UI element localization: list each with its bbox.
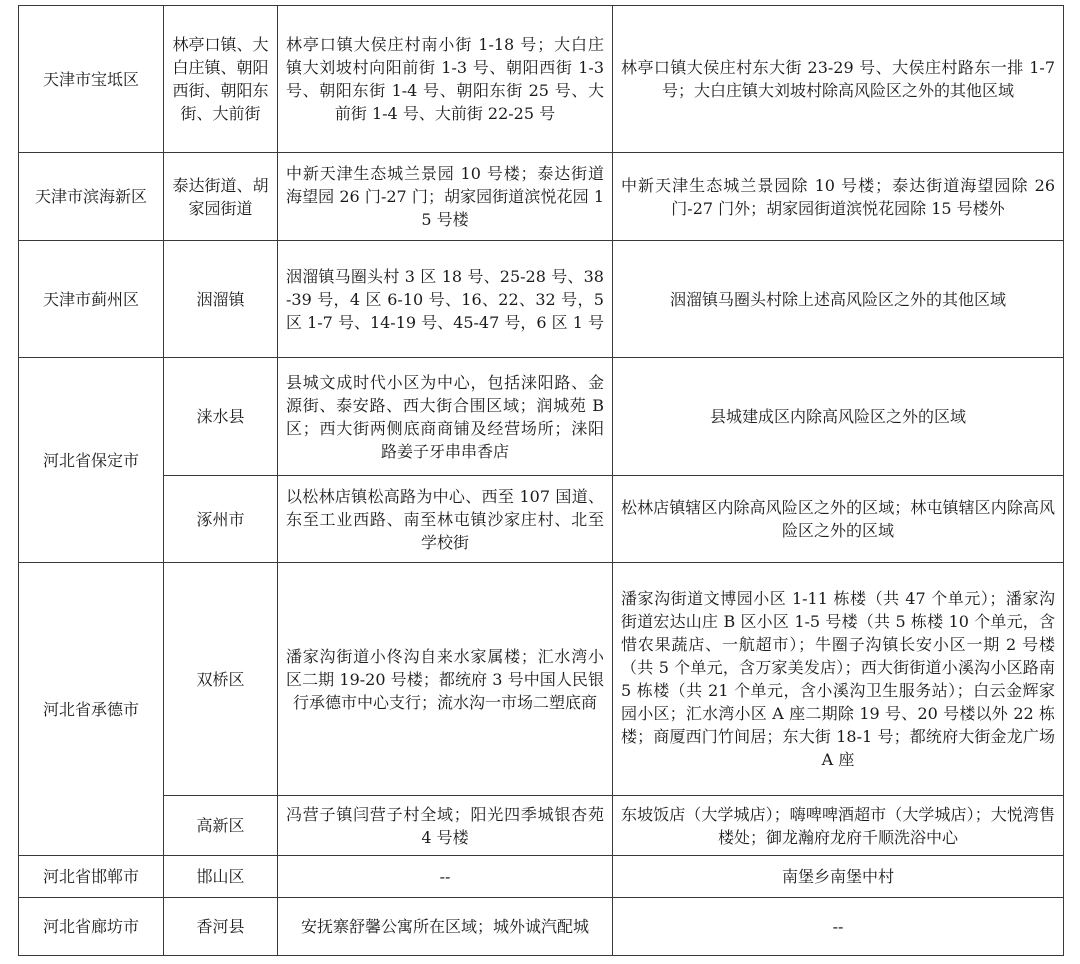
- table-row: [19, 6, 1064, 153]
- province-cell: 河北省保定市: [19, 358, 164, 563]
- table-row: [19, 358, 1064, 476]
- high-risk-cell: 林亭口镇大侯庄村南小街 1-18 号；大白庄镇大刘坡村向阳前街 1-3 号、朝阳西街 1-3 号、朝阳东街 1-4 号、朝阳东街 25 号、大前街 1-4 号、大前街 22-25 号: [278, 6, 613, 153]
- medium-risk-cell: 潘家沟街道文博园小区 1-11 栋楼（共 47 个单元）；潘家沟街道宏达山庄 B 区小区 1-5 号楼（共 5 栋楼 10 个单元，含惜农果蔬店、一航超市）；牛圈子沟镇长安小区一期 2 号楼（共 5 个单元，含万家美发店）；西大街街道小溪沟小区路南 5 栋楼（共 21 个单元，含小溪沟卫生服务站）；白云金辉家园小区；汇水湾小区 A 座二期除 19 号、20 号楼以外 22 栋楼；商厦西门竹间居；东大街 18-1 号；都统府大街金龙广场 A 座: [613, 563, 1064, 796]
- district-cell: 林亭口镇、大白庄镇、朝阳西街、朝阳东街、大前街: [164, 6, 278, 153]
- district-cell: 涿州市: [164, 476, 278, 563]
- medium-risk-cell: 南堡乡南堡中村: [613, 856, 1064, 898]
- high-risk-cell: 洇溜镇马圈头村 3 区 18 号、25-28 号、38-39 号，4 区 6-10 号、16、22、32 号，5 区 1-7 号、14-19 号、45-47 号，6 区 1 号: [278, 241, 613, 358]
- high-risk-cell: --: [278, 856, 613, 898]
- high-risk-cell: 潘家沟街道小佟沟自来水家属楼；汇水湾小区二期 19-20 号楼；都统府 3 号中国人民银行承德市中心支行；流水沟一市场二塑底商: [278, 563, 613, 796]
- district-cell: 香河县: [164, 898, 278, 956]
- table-row: [19, 796, 1064, 856]
- table-row: [19, 563, 1064, 796]
- high-risk-cell: 中新天津生态城兰景园 10 号楼；泰达街道海望园 26 门-27 门；胡家园街道滨悦花园 15 号楼: [278, 153, 613, 241]
- district-cell: 洇溜镇: [164, 241, 278, 358]
- medium-risk-cell: 林亭口镇大侯庄村东大街 23-29 号、大侯庄村路东一排 1-7 号；大白庄镇大刘坡村除高风险区之外的其他区域: [613, 6, 1064, 153]
- table-row: [19, 898, 1064, 956]
- medium-risk-cell: 洇溜镇马圈头村除上述高风险区之外的其他区域: [613, 241, 1064, 358]
- province-cell: 天津市蓟州区: [19, 241, 164, 358]
- table-row: [19, 856, 1064, 898]
- table-row: [19, 241, 1064, 358]
- medium-risk-cell: 县城建成区内除高风险区之外的区域: [613, 358, 1064, 476]
- district-cell: 涞水县: [164, 358, 278, 476]
- province-cell: 河北省廊坊市: [19, 898, 164, 956]
- province-cell: 河北省邯郸市: [19, 856, 164, 898]
- high-risk-cell: 以松林店镇松高路为中心、西至 107 国道、东至工业西路、南至林屯镇沙家庄村、北至学校街: [278, 476, 613, 563]
- risk-area-table: [18, 5, 1064, 956]
- high-risk-cell: 安抚寨舒馨公寓所在区域；城外诚汽配城: [278, 898, 613, 956]
- table-row: [19, 476, 1064, 563]
- province-cell: 天津市滨海新区: [19, 153, 164, 241]
- province-cell: 天津市宝坻区: [19, 6, 164, 153]
- medium-risk-cell: 中新天津生态城兰景园除 10 号楼；泰达街道海望园除 26 门-27 门外；胡家园街道滨悦花园除 15 号楼外: [613, 153, 1064, 241]
- district-cell: 双桥区: [164, 563, 278, 796]
- district-cell: 高新区: [164, 796, 278, 856]
- district-cell: 泰达街道、胡家园街道: [164, 153, 278, 241]
- medium-risk-cell: --: [613, 898, 1064, 956]
- high-risk-cell: 县城文成时代小区为中心，包括涞阳路、金源街、泰安路、西大街合围区域；润城苑 B 区；西大街两侧底商商铺及经营场所；涞阳路姜子牙串串香店: [278, 358, 613, 476]
- medium-risk-cell: 松林店镇辖区内除高风险区之外的区域；林屯镇辖区内除高风险区之外的区域: [613, 476, 1064, 563]
- medium-risk-cell: 东坡饭店（大学城店）；嗨啤啤酒超市（大学城店）；大悦湾售楼处；御龙瀚府龙府千顺洗浴中心: [613, 796, 1064, 856]
- table-row: [19, 153, 1064, 241]
- high-risk-cell: 冯营子镇闫营子村全域；阳光四季城银杏苑 4 号楼: [278, 796, 613, 856]
- province-cell: 河北省承德市: [19, 563, 164, 856]
- district-cell: 邯山区: [164, 856, 278, 898]
